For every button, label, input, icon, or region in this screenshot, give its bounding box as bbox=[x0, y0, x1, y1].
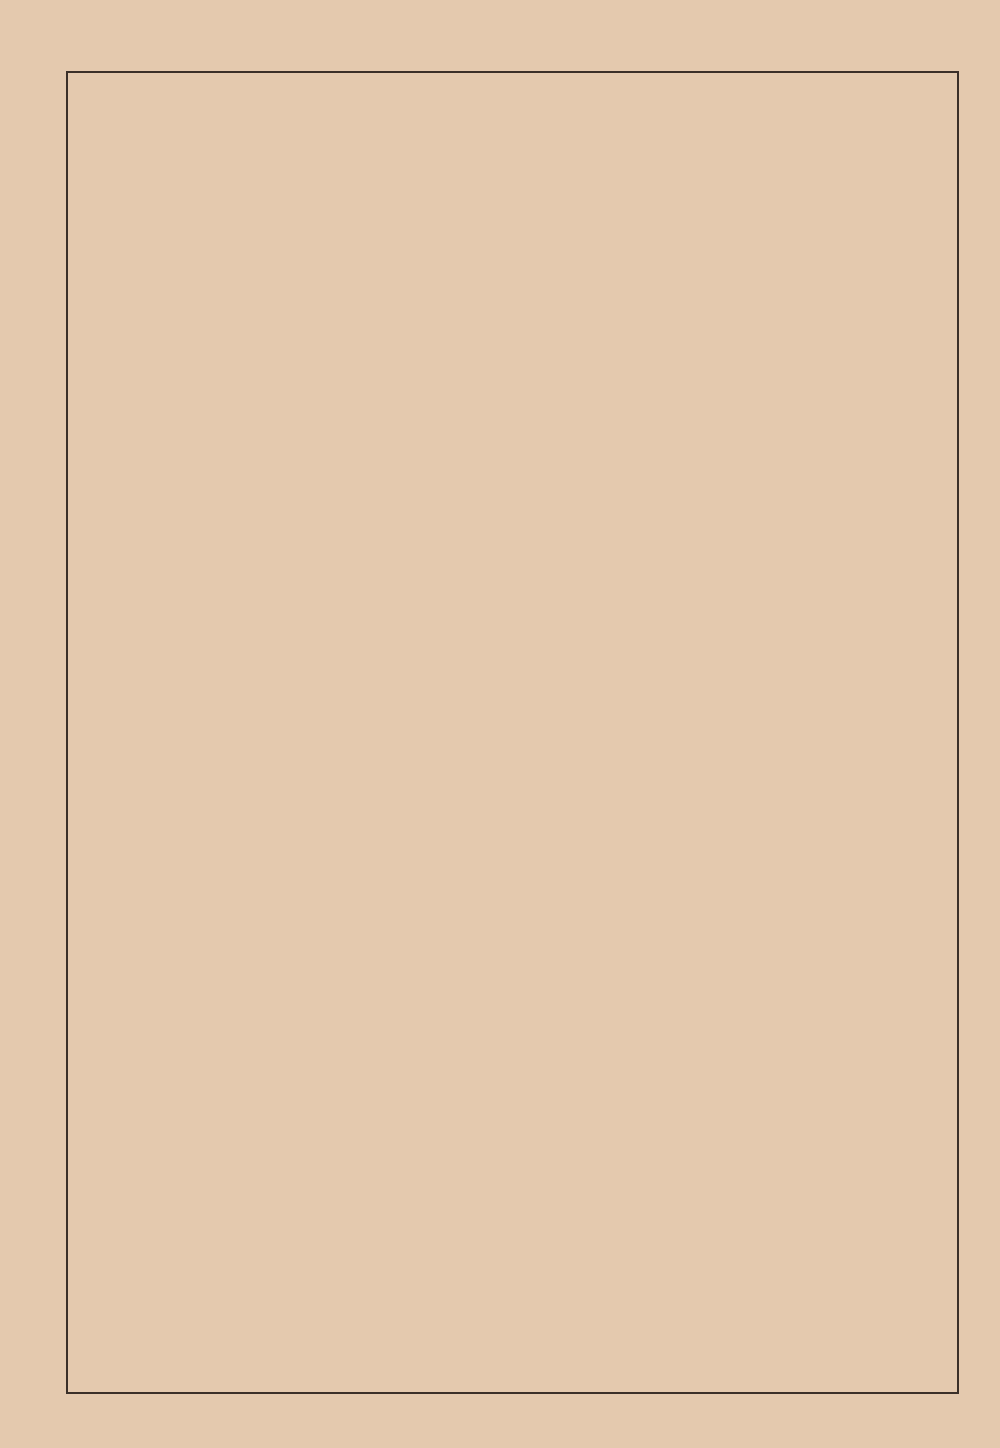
page-issue bbox=[806, 44, 832, 66]
main-frame bbox=[66, 71, 959, 1394]
